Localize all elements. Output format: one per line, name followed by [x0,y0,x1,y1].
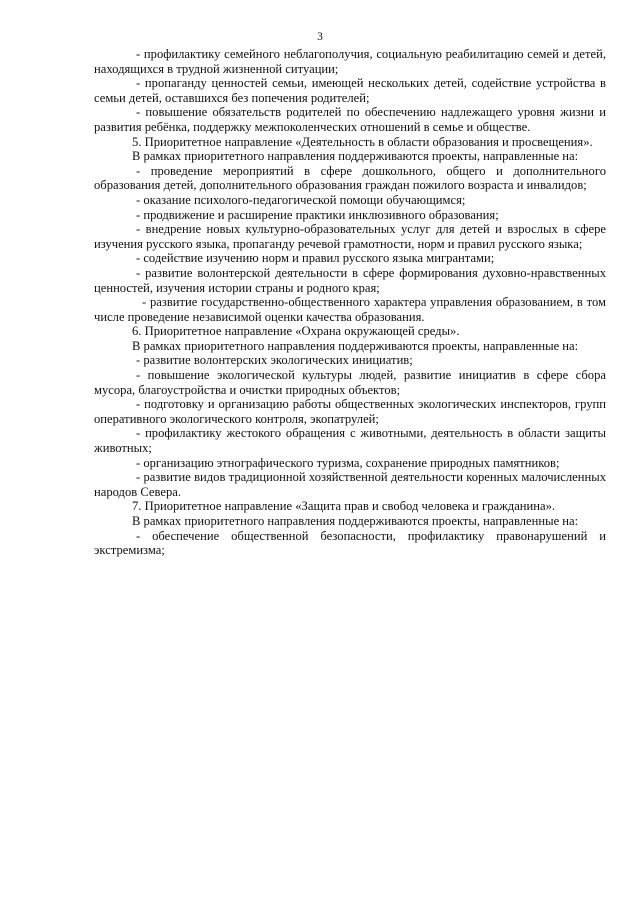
list-item: - оказание психолого-педагогической помощи обучающимся; [136,192,466,207]
section-heading-5: 5. Приоритетное направление «Деятельность в области образования и просвещения». [132,134,593,149]
list-item: - профилактику жестокого обращения с животными, деятельность в области защиты животных; [94,426,606,456]
list-item: - внедрение новых культурно-образовательных услуг для детей и взрослых в сфере изучения русского языка, пропаганду речевой грамотности, норм и правил русского языка; [94,222,606,251]
list-item: - развитие государственно-общественного характера управления образованием, в том числе проведение независимой оценки качества образования. [94,295,606,324]
list-item: - развитие видов традиционной хозяйственной деятельности коренных малочисленных народов Севера. [94,470,606,499]
list-item: - подготовку и организацию работы общественных экологических инспекторов, групп оперативного экологического контроля, экопатрулей; [94,397,606,426]
list-item: - проведение мероприятий в сфере дошкольного, общего и дополнительного образования детей, дополнительного образования граждан пожилого возраста и инвалидов; [94,163,606,193]
list-item: - профилактику семейного неблагополучия, социальную реабилитацию семей и детей, находящихся в трудной жизненной ситуации; [94,47,606,76]
intro-paragraph: В рамках приоритетного направления поддерживаются проекты, направленные на: [132,338,579,353]
page-number: 3 [317,31,323,43]
intro-paragraph: В рамках приоритетного направления поддерживаются проекты, направленные на: [132,149,579,164]
list-item: - продвижение и расширение практики инклюзивного образования; [136,207,499,222]
list-item: - пропаганду ценностей семьи, имеющей нескольких детей, содействие устройства в семьи детей, оставшихся без попечения родителей; [94,76,606,105]
list-item: - развитие волонтерских экологических инициатив; [136,353,413,368]
list-item: - обеспечение общественной безопасности, профилактику правонарушений и экстремизма; [94,528,606,558]
list-item: - повышение экологической культуры людей, развитие инициатив в сфере сбора мусора, благоустройства и очистки природных объектов; [94,368,606,397]
list-item: - организацию этнографического туризма, сохранение природных памятников; [136,455,560,470]
intro-paragraph: В рамках приоритетного направления поддерживаются проекты, направленные на: [132,514,579,528]
section-heading-6: 6. Приоритетное направление «Охрана окружающей среды». [132,324,460,339]
document-body [94,47,606,558]
list-item: - повышение обязательств родителей по обеспечению надлежащего уровня жизни и развития ребёнка, поддержку межпоколенческих отношений в семье и обществе. [94,105,606,134]
list-item: - развитие волонтерской деятельности в сфере формирования духовно-нравственных ценностей, изучения истории страны и родного края; [94,265,606,295]
list-item: - содействие изучению норм и правил русского языка мигрантами; [136,251,495,266]
section-heading-7: 7. Приоритетное направление «Защита прав и свобод человека и гражданина». [132,499,556,514]
